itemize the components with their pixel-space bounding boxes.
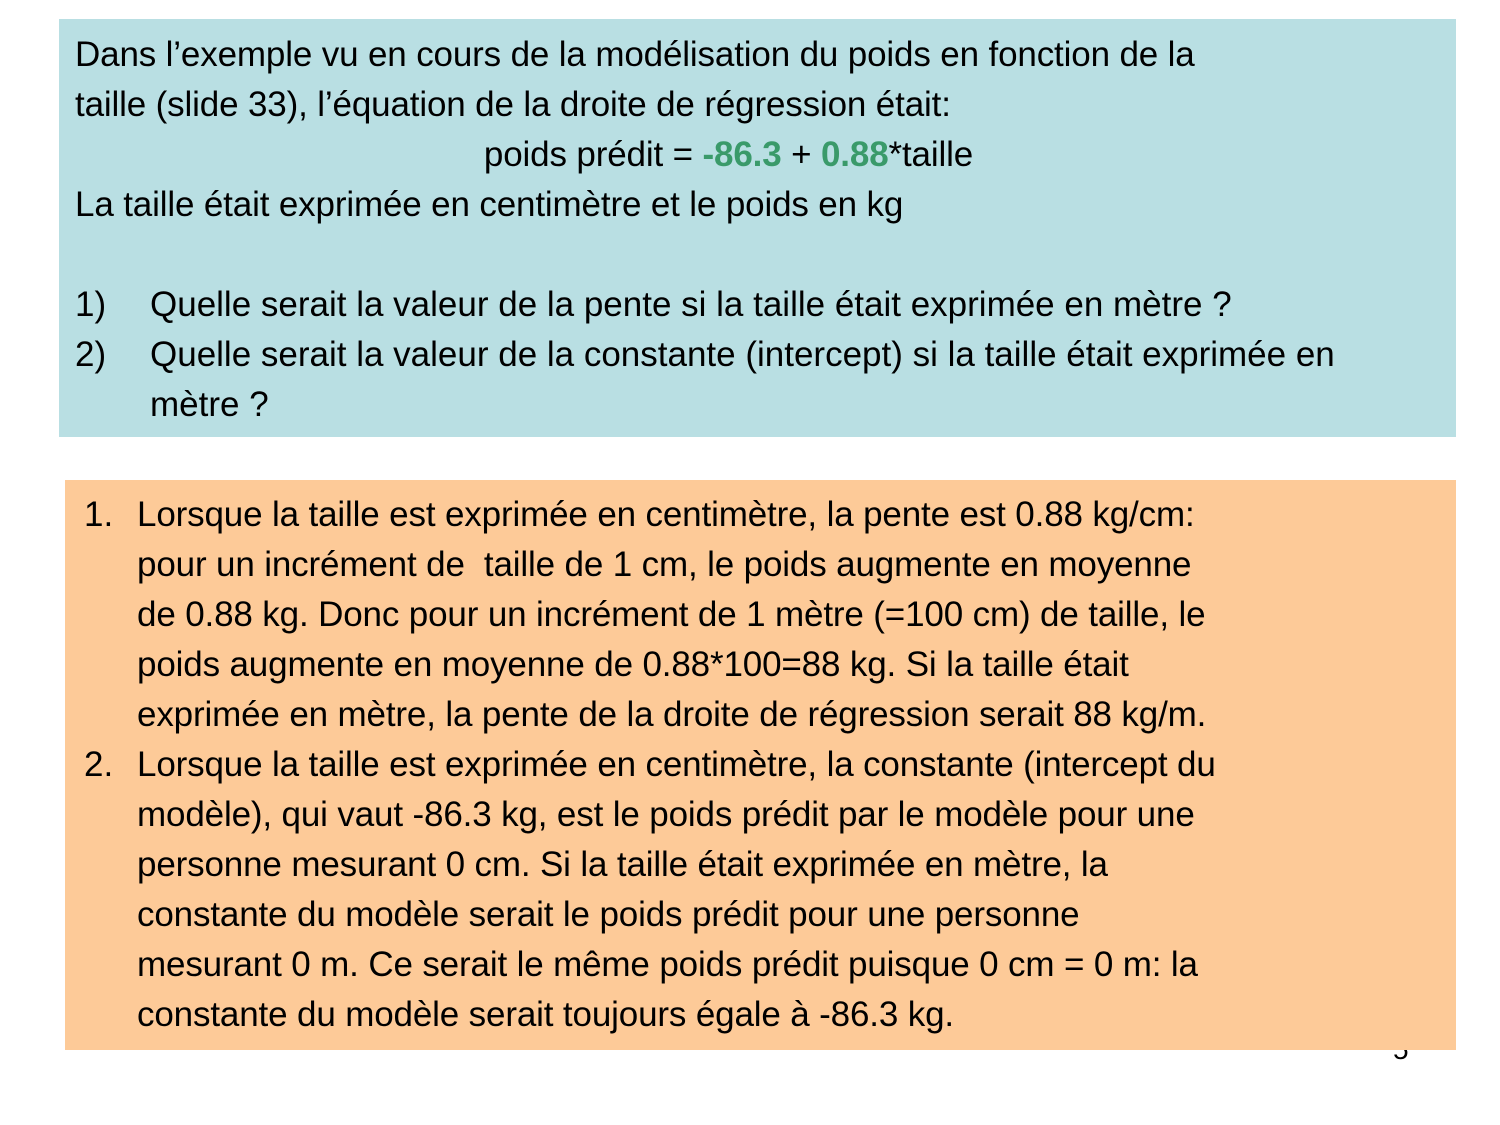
equation-intercept: -86.3 <box>702 135 782 174</box>
answer-line: Lorsque la taille est exprimée en centimètre, la constante (intercept du <box>137 745 1216 784</box>
answer-line: Lorsque la taille est exprimée en centimètre, la pente est 0.88 kg/cm: <box>137 495 1195 534</box>
equation-operator: + <box>781 135 821 174</box>
intro-line-1: Dans l’exemple vu en cours de la modélisation du poids en fonction de la <box>75 35 1195 74</box>
answer-line: pour un incrément de taille de 1 cm, le poids augmente en moyenne <box>137 545 1192 584</box>
answer-text <box>137 490 1206 740</box>
answer-line: constante du modèle serait le poids prédit pour une personne <box>137 895 1080 934</box>
answer-item-2 <box>84 740 1456 1040</box>
question-text: Quelle serait la valeur de la pente si la taille était exprimée en mètre ? <box>150 285 1232 324</box>
answer-number: 2. <box>84 745 114 784</box>
question-item-1 <box>75 280 1456 330</box>
equation-slope: 0.88 <box>820 135 889 174</box>
equation-prefix: poids prédit = <box>483 135 703 174</box>
answer-line: mesurant 0 m. Ce serait le même poids prédit puisque 0 cm = 0 m: la <box>137 945 1198 984</box>
answer-line: modèle), qui vaut -86.3 kg, est le poids prédit par le modèle pour une <box>137 795 1195 834</box>
units-line: La taille était exprimée en centimètre et le poids en kg <box>75 185 904 224</box>
answer-line: exprimée en mètre, la pente de la droite de régression serait 88 kg/m. <box>137 695 1207 734</box>
question-box <box>59 19 1456 437</box>
answer-line: constante du modèle serait toujours égale à -86.3 kg. <box>137 995 955 1034</box>
regression-equation <box>75 130 1456 180</box>
spacer <box>75 230 1456 280</box>
intro-line-2: taille (slide 33), l’équation de la droite de régression était: <box>75 85 951 124</box>
question-number: 1) <box>75 285 107 324</box>
answer-text <box>137 740 1216 1040</box>
answer-box <box>65 480 1456 1050</box>
answer-line: personne mesurant 0 cm. Si la taille était exprimée en mètre, la <box>137 845 1108 884</box>
question-text: Quelle serait la valeur de la constante (intercept) si la taille était exprimée en mètre ? <box>150 335 1335 424</box>
equation-suffix: *taille <box>888 135 974 174</box>
question-item-2 <box>75 330 1456 430</box>
answer-item-1 <box>84 490 1456 740</box>
question-number: 2) <box>75 335 107 374</box>
answer-line: de 0.88 kg. Donc pour un incrément de 1 mètre (=100 cm) de taille, le <box>137 595 1206 634</box>
answer-number: 1. <box>84 495 114 534</box>
answer-line: poids augmente en moyenne de 0.88*100=88 kg. Si la taille était <box>137 645 1129 684</box>
